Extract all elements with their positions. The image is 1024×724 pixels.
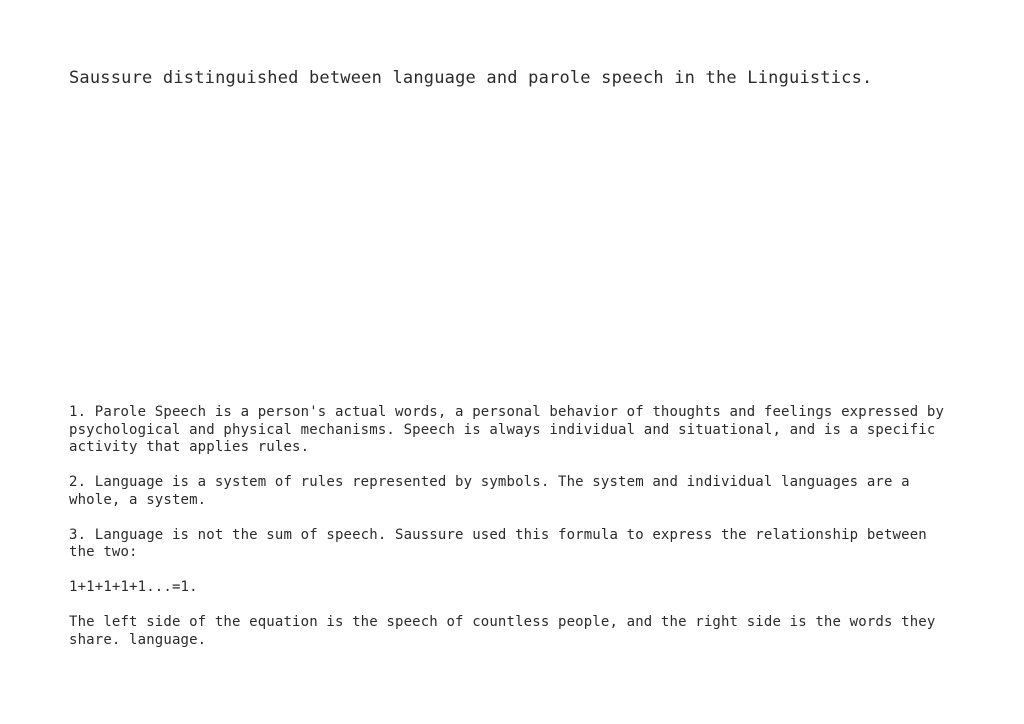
paragraph-formula: 1+1+1+1+1...=1. bbox=[69, 579, 198, 595]
document-heading: Saussure distinguished between language and parole speech in the Linguistics. bbox=[69, 68, 873, 88]
paragraph-relationship: 3. Language is not the sum of speech. Saussure used this formula to express the relationship between the two: bbox=[69, 526, 927, 560]
paragraph-formula-explanation: The left side of the equation is the speech of countless people, and the right side is the words they share. language. bbox=[69, 614, 936, 648]
paragraph-language-definition: 2. Language is a system of rules represented by symbols. The system and individual languages are a whole, a system. bbox=[69, 474, 910, 508]
paragraph-parole-definition: 1. Parole Speech is a person's actual words, a personal behavior of thoughts and feelings expressed by psychological and physical mechanisms. Speech is always individual and situational, and is a specific activity that applies rules. bbox=[69, 404, 945, 455]
document-body bbox=[69, 404, 959, 649]
